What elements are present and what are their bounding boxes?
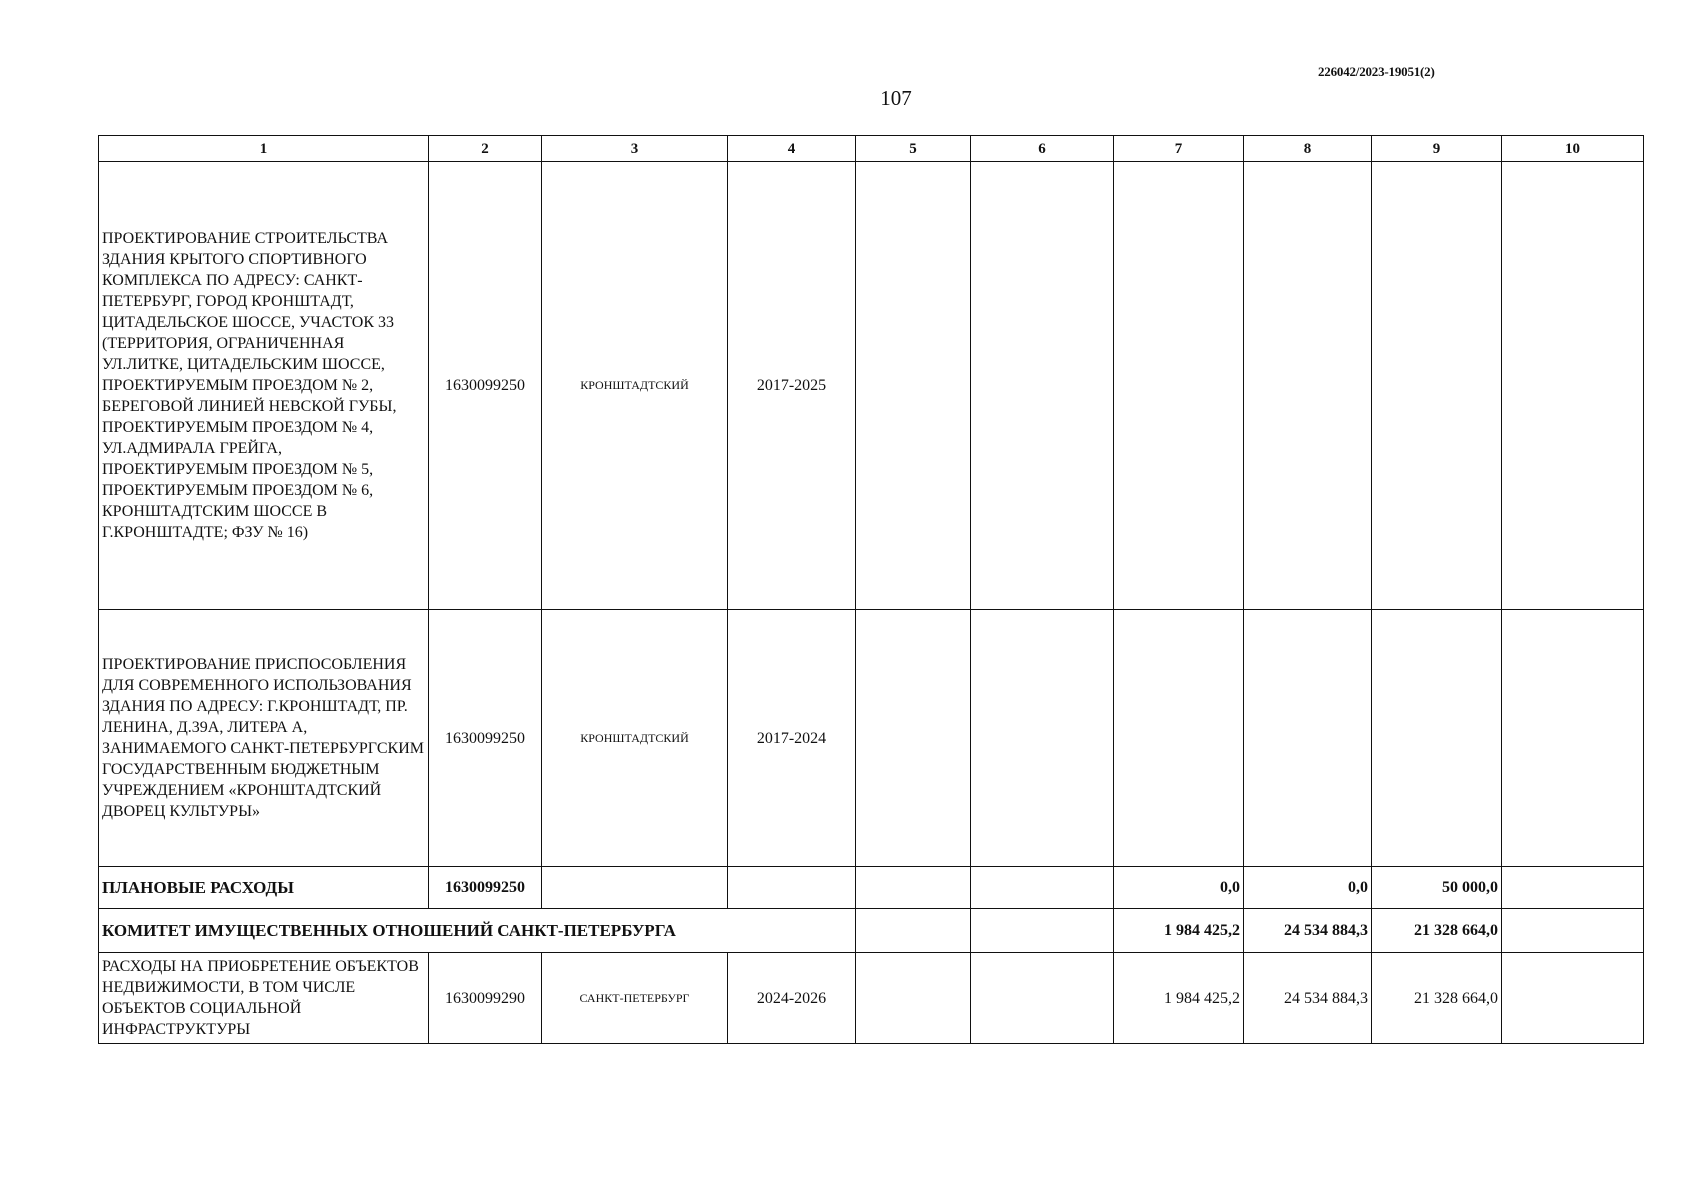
committee-name: КОМИТЕТ ИМУЩЕСТВЕННЫХ ОТНОШЕНИЙ САНКТ-ПЕТЕРБУРГА: [99, 909, 856, 953]
row-col5: [856, 953, 971, 1044]
row-col8: 0,0: [1244, 867, 1372, 909]
row-district: САНКТ-ПЕТЕРБУРГ: [542, 953, 728, 1044]
column-number: 1: [99, 136, 429, 162]
row-period: 2024-2026: [728, 953, 856, 1044]
row-col6: [971, 162, 1114, 610]
page-number: 107: [880, 86, 912, 110]
row-col5: [856, 162, 971, 610]
row-name: ПЛАНОВЫЕ РАСХОДЫ: [99, 867, 429, 909]
row-col7: [1114, 162, 1244, 610]
column-number: 8: [1244, 136, 1372, 162]
row-col7: [1114, 610, 1244, 867]
row-col10: [1502, 867, 1644, 909]
row-col6: [971, 909, 1114, 953]
row-name: ПРОЕКТИРОВАНИЕ СТРОИТЕЛЬСТВА ЗДАНИЯ КРЫТОГО СПОРТИВНОГО КОМПЛЕКСА ПО АДРЕСУ: САНКТ-ПЕТЕРБУРГ, ГОРОД КРОНШТАДТ, ЦИТАДЕЛЬСКОЕ ШОССЕ, УЧАСТОК 33 (ТЕРРИТОРИЯ, ОГРАНИЧЕННАЯ УЛ.ЛИТКЕ, ЦИТАДЕЛЬСКИМ ШОССЕ, ПРОЕКТИРУЕМЫМ ПРОЕЗДОМ № 2, БЕРЕГОВОЙ ЛИНИЕЙ НЕВСКОЙ ГУБЫ, ПРОЕКТИРУЕМЫМ ПРОЕЗДОМ № 4, УЛ.АДМИРАЛА ГРЕЙГА, ПРОЕКТИРУЕМЫМ ПРОЕЗДОМ № 5, ПРОЕКТИРУЕМЫМ ПРОЕЗДОМ № 6, КРОНШТАДТСКИМ ШОССЕ В Г.КРОНШТАДТЕ; ФЗУ № 16): [99, 162, 429, 610]
row-col8: 24 534 884,3: [1244, 909, 1372, 953]
row-name: ПРОЕКТИРОВАНИЕ ПРИСПОСОБЛЕНИЯ ДЛЯ СОВРЕМЕННОГО ИСПОЛЬЗОВАНИЯ ЗДАНИЯ ПО АДРЕСУ: Г.КРОНШТАДТ, ПР. ЛЕНИНА, Д.39А, ЛИТЕРА А, ЗАНИМАЕМОГО САНКТ-ПЕТЕРБУРГСКИМ ГОСУДАРСТВЕННЫМ БЮДЖЕТНЫМ УЧРЕЖДЕНИЕМ «КРОНШТАДТСКИЙ ДВОРЕЦ КУЛЬТУРЫ»: [99, 610, 429, 867]
row-col10: [1502, 953, 1644, 1044]
row-col9: 21 328 664,0: [1372, 909, 1502, 953]
table-row: [99, 867, 1644, 909]
row-name: РАСХОДЫ НА ПРИОБРЕТЕНИЕ ОБЪЕКТОВ НЕДВИЖИМОСТИ, В ТОМ ЧИСЛЕ ОБЪЕКТОВ СОЦИАЛЬНОЙ ИНФРАСТРУКТУРЫ: [99, 953, 429, 1044]
table-row: [99, 909, 1644, 953]
row-code: 1630099250: [429, 610, 542, 867]
row-col5: [856, 909, 971, 953]
row-col9: 21 328 664,0: [1372, 953, 1502, 1044]
row-col6: [971, 867, 1114, 909]
table-row: [99, 610, 1644, 867]
column-number: 3: [542, 136, 728, 162]
column-number: 10: [1502, 136, 1644, 162]
row-col7: 0,0: [1114, 867, 1244, 909]
column-number: 7: [1114, 136, 1244, 162]
row-col10: [1502, 610, 1644, 867]
row-col9: 50 000,0: [1372, 867, 1502, 909]
row-code: 1630099290: [429, 953, 542, 1044]
budget-table: [98, 135, 1644, 1044]
row-col6: [971, 610, 1114, 867]
row-col7: 1 984 425,2: [1114, 953, 1244, 1044]
row-col7: 1 984 425,2: [1114, 909, 1244, 953]
document-id: 226042/2023-19051(2): [1318, 64, 1435, 79]
row-col9: [1372, 162, 1502, 610]
row-col8: [1244, 162, 1372, 610]
row-period: 2017-2025: [728, 162, 856, 610]
row-col8: [1244, 610, 1372, 867]
row-col9: [1372, 610, 1502, 867]
row-district: КРОНШТАДТСКИЙ: [542, 162, 728, 610]
row-code: 1630099250: [429, 867, 542, 909]
table-row: [99, 162, 1644, 610]
column-number: 5: [856, 136, 971, 162]
row-period: [728, 867, 856, 909]
column-number-row: [99, 136, 1644, 162]
row-col6: [971, 953, 1114, 1044]
row-district: КРОНШТАДТСКИЙ: [542, 610, 728, 867]
row-period: 2017-2024: [728, 610, 856, 867]
column-number: 9: [1372, 136, 1502, 162]
column-number: 4: [728, 136, 856, 162]
row-col5: [856, 610, 971, 867]
row-district: [542, 867, 728, 909]
table-row: [99, 953, 1644, 1044]
row-col10: [1502, 162, 1644, 610]
row-col10: [1502, 909, 1644, 953]
row-code: 1630099250: [429, 162, 542, 610]
row-col5: [856, 867, 971, 909]
column-number: 6: [971, 136, 1114, 162]
row-col8: 24 534 884,3: [1244, 953, 1372, 1044]
column-number: 2: [429, 136, 542, 162]
